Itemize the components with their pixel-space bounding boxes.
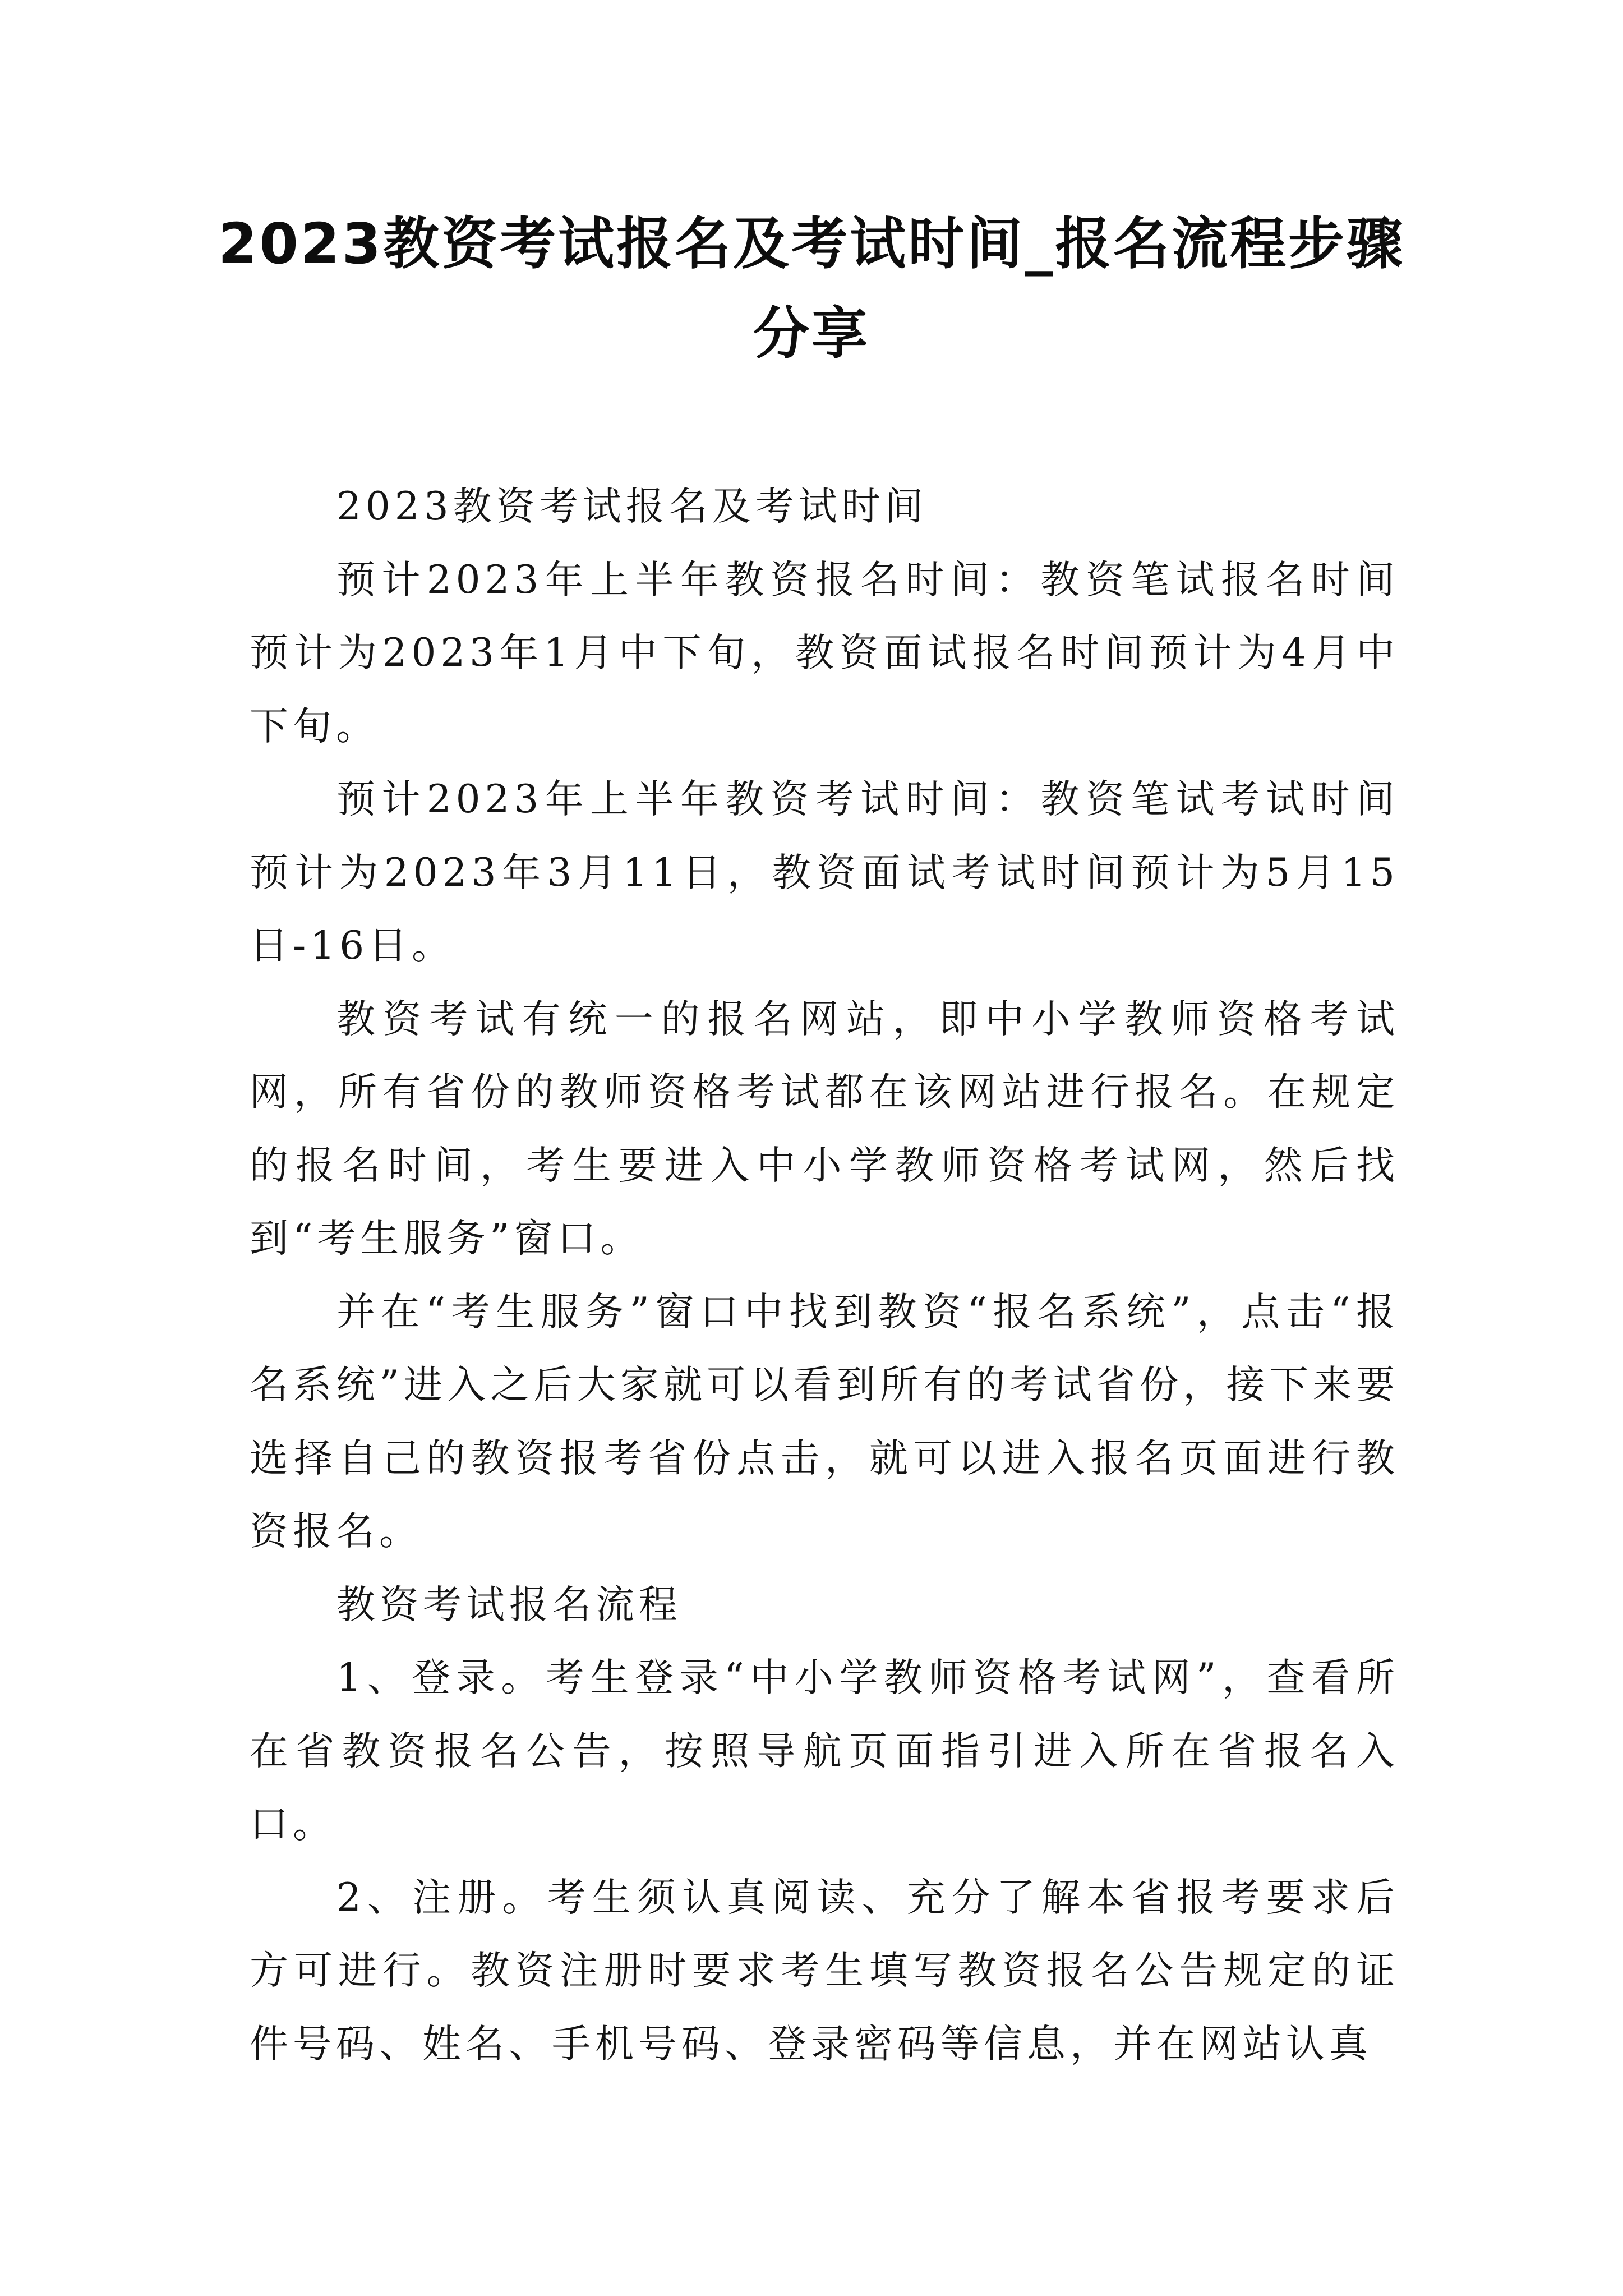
paragraph-step-login: 1、登录。考生登录“中小学教师资格考试网”，查看所在省教资报名公告，按照导航页面指引进入所在省报名入口。 bbox=[250, 1655, 1399, 1847]
paragraph-registration-time: 预计2023年上半年教资报名时间：教资笔试报名时间预计为2023年1月中下旬，教资面试报名时间预计为4月中下旬。 bbox=[250, 557, 1399, 749]
paragraph-exam-time: 预计2023年上半年教资考试时间：教资笔试考试时间预计为2023年3月11日，教资面试考试时间预计为5月15日-16日。 bbox=[250, 777, 1399, 968]
paragraph-registration-website: 教资考试有统一的报名网站，即中小学教师资格考试网，所有省份的教师资格考试都在该网站进行报名。在规定的报名时间，考生要进入中小学教师资格考试网，然后找到“考生服务”窗口。 bbox=[250, 996, 1399, 1261]
document-body bbox=[250, 470, 1399, 2081]
section-heading-exam-time: 2023教资考试报名及考试时间 bbox=[336, 484, 928, 529]
paragraph-step-register: 2、注册。考生须认真阅读、充分了解本省报考要求后方可进行。教资注册时要求考生填写教资报名公告规定的证件号码、姓名、手机号码、登录密码等信息，并在网站认真 bbox=[250, 1875, 1399, 2067]
section-heading-registration-process: 教资考试报名流程 bbox=[336, 1582, 682, 1627]
paragraph-registration-system: 并在“考生服务”窗口中找到教资“报名系统”，点击“报名系统”进入之后大家就可以看到所有的考试省份，接下来要选择自己的教资报考省份点击，就可以进入报名页面进行教资报名。 bbox=[250, 1289, 1399, 1554]
document-title: 2023教资考试报名及考试时间_报名流程步骤分享 bbox=[218, 211, 1405, 366]
